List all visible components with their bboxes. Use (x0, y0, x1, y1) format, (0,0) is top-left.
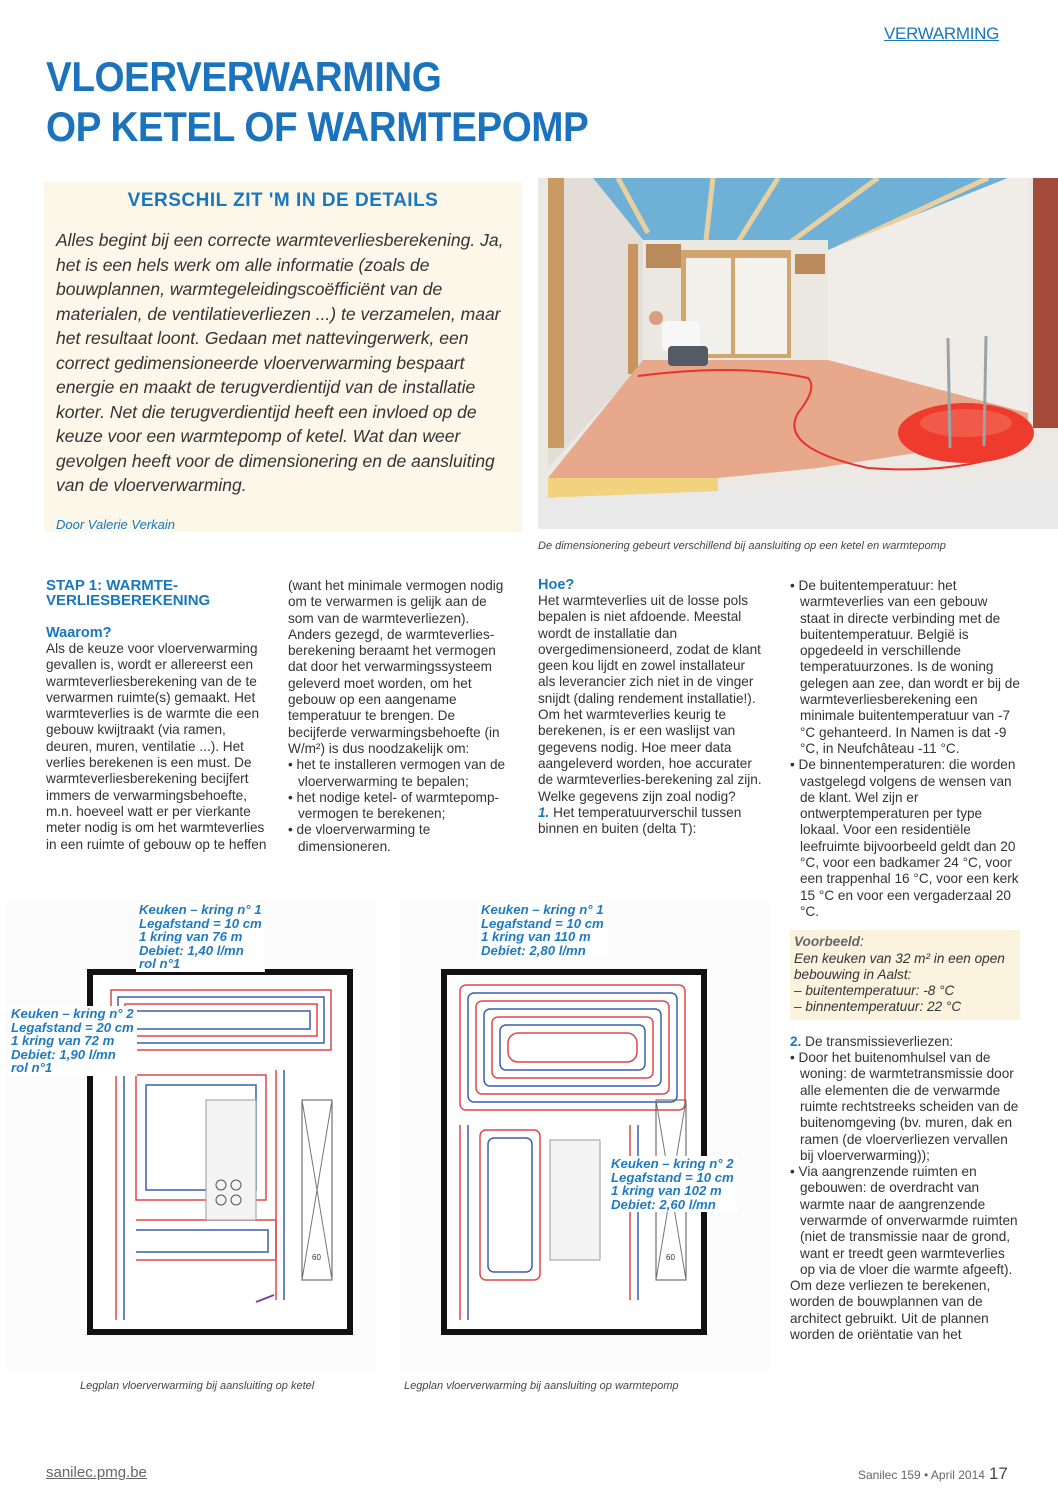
item-1: 1. Het temperatuurverschil tussen binnen en buiten (delta T): (538, 804, 742, 837)
closing-text: Om deze verliezen te berekenen, worden de bouwplannen van de architect gebruikt. Uit de plannen worden de oriëntatie van het (790, 1278, 991, 1343)
col2-bullet: • het nodige ketel- of warmtepomp-vermogen te berekenen; (288, 789, 500, 822)
col4-bullet: • Door het buitenomhulsel van de woning: de warmtetransmissie door alle elementen die de verwarmde ruimte rechtstreeks scheiden van de buitenomgeving (bv. muren, dak en ramen (de vloerverliezen vervallen bij vloerverwarming)); (790, 1050, 1019, 1163)
why-subheading: Waarom? (46, 625, 112, 641)
title-line-2: OP KETEL OF WARMTEPOMP (46, 103, 589, 150)
svg-text:60: 60 (312, 1253, 321, 1262)
col2-bullet: • het te installeren vermogen van de vloerverwarming te bepalen; (288, 757, 506, 789)
how-subheading: Hoe? (538, 577, 575, 593)
photo-illustration (538, 178, 1058, 529)
section-tag[interactable]: VERWARMING (884, 24, 1000, 43)
footer-website-link[interactable]: sanilec.pmg.be (46, 1464, 147, 1481)
photo-caption: De dimensionering gebeurt verschillend bij aansluiting op een ketel en warmtepomp (538, 540, 946, 552)
floorplan-warmtepomp (400, 900, 770, 1370)
plan-ketel-label-1: Keuken – kring n° 1 Legafstand = 10 cm 1 kring van 76 m Debiet: 1,40 l/mn rol n°1 (136, 902, 265, 972)
intro-heading: VERSCHIL ZIT 'M IN DE DETAILS (127, 190, 439, 211)
page-title (46, 52, 745, 152)
page-number: 17 (988, 1464, 1008, 1483)
col2-text: (want het minimale vermogen nodig om te verwarmen is gelijk aan de som van de warmteverliezen). Anders gezegd, de warmteverlies-berekening beraamt het vermogen dat door het verwarmingssysteem geleverd moet worden, om het gebouw op een aangename temperatuur te brengen. De becijferde verwarmingsbehoefte (in W/m²) is dus noodzakelijk om: (288, 578, 504, 756)
photo-floor-heating-installation (538, 178, 1058, 529)
title-line-1: VLOERVERWARMING (46, 53, 442, 100)
byline: Door Valerie Verkain (56, 517, 175, 532)
column-2 (288, 578, 514, 855)
col4-bullet: • De buitentemperatuur: het warmteverlies van een gebouw staat in directe verbinding met de buitentemperatuur. België is opgedeeld in verschillende temperatuurzones. Is de woning gelegen aan zee, dan wordt er bij de warmteverliesberekening een minimale buitentemperatuur van -7 °C gehanteerd. In Namen is dat -9 °C, in Neufchâteau -11 °C. (790, 578, 1020, 756)
step1-heading-line1: STAP 1: WARMTE- (46, 577, 178, 594)
step1-heading-line2: VERLIESBEREKENING (46, 592, 211, 609)
item-2: 2. De transmissieverliezen: (790, 1033, 954, 1049)
column-3 (538, 578, 766, 837)
issue-info: Sanilec 159 • April 2014 (858, 1468, 985, 1482)
column-1 (46, 578, 272, 853)
plan-warmtepomp-label-1: Keuken – kring n° 1 Legafstand = 10 cm 1 kring van 110 m Debiet: 2,80 l/mn (478, 902, 607, 958)
column-4 (790, 578, 1020, 1343)
plan-ketel-caption: Legplan vloerverwarming bij aansluiting op ketel (80, 1380, 315, 1392)
step1-heading (46, 578, 272, 608)
intro-text: Alles begint bij een correcte warmteverliesberekening. Ja, het is een hels werk om alle informatie (zoals de bouwplannen, warmtegeleidingscoëfficiënt van de materialen, de ventilatieverliezen ...) te verzamelen, maar het resultaat loont. Gedaan met nattevingerwerk, een correct gedimensioneerde vloerverwarming bespaart energie en maakt de terugverdientijd van de installatie korter. Net die terugverdientijd heeft een invloed op de keuze voor een warmtepomp of ketel. Wat dan weer gevolgen heeft voor de dimensionering en de aansluiting van de vloerverwarming. (56, 230, 504, 495)
footer-issue (858, 1464, 1008, 1484)
floorplan-warmtepomp-drawing (400, 900, 770, 1370)
floorplan-ketel (6, 900, 376, 1370)
plan-warmtepomp-caption: Legplan vloerverwarming bij aansluiting op warmtepomp (404, 1380, 679, 1392)
col4-bullet: • Via aangrenzende ruimten en gebouwen: de overdracht van warmte naar de aangrenzende verwarmde of onverwarmde ruimten (niet de transmissie naar de grond, want er treedt geen warmteverlies op via de vloer die warmte afgeeft). (790, 1164, 1018, 1277)
col4-bullet: • De binnentemperaturen: die worden vastgelegd volgens de wensen van de klant. Wel zijn er ontwerptemperaturen per type lokaal. Voor een residentiële leefruimte bijvoorbeeld geldt dan 20 °C, voor een badkamer 24 °C, voor een trappenhal 16 °C, voor een kerk 15 °C en voor een vergaderzaal 20 °C. (790, 757, 1019, 919)
why-text: Als de keuze voor vloerverwarming gevallen is, wordt er allereerst een warmteverliesberekening van de te verwarmen ruimte(s) gemaakt. Het warmteverlies is de warmte die een gebouw kwijtraakt (via ramen, deuren, muren, ventilatie ...). Het verlies berekenen is een must. De warmteverliesberekening becijfert immers de verwarmingsbehoefte, m.n. hoeveel watt er per vierkante meter nodig is om het warmteverlies in een ruimte of gebouw op te heffen (46, 641, 267, 852)
svg-text:60: 60 (666, 1253, 675, 1262)
plan-warmtepomp-label-2: Keuken – kring n° 2 Legafstand = 10 cm 1 kring van 102 m Debiet: 2,60 l/mn (608, 1156, 737, 1212)
plan-ketel-label-2: Keuken – kring n° 2 Legafstand = 20 cm 1 kring van 72 m Debiet: 1,90 l/mn rol n°1 (8, 1006, 137, 1076)
col2-bullet: • de vloerverwarming te dimensioneren. (288, 822, 431, 854)
example-box: Voorbeeld: Een keuken van 32 m² in een open bebouwing in Aalst: – buitentemperatuur: -8 °C – binnentemperatuur: 22 °C (790, 930, 1020, 1019)
how-text: Het warmteverlies uit de losse pols bepalen is niet afdoende. Meestal wordt de installatie dan overgedimensioneerd, zodat de klant geen kou lijdt en zowel installateur als leverancier zich niet in de vinger snijdt (daling rendement installatie!). Om het warmteverlies keurig te berekenen, is er een waslijst van gegevens nodig. Hoe meer data aangeleverd worden, hoe accurater de warmteverlies-berekening zal zijn. Welke gegevens zijn zoal nodig? (538, 593, 762, 804)
intro-box (44, 182, 522, 532)
